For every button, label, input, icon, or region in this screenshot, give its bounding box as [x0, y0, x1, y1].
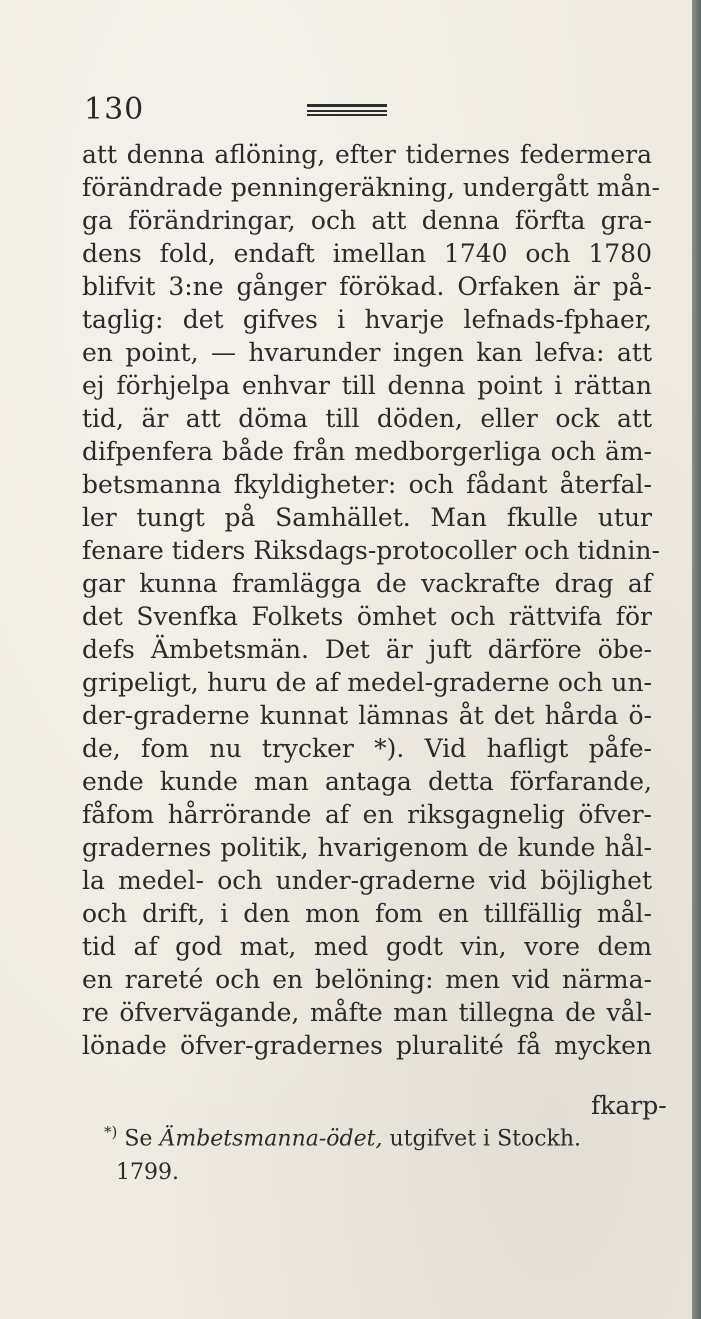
footnote-year: 1799.: [116, 1160, 179, 1186]
ornament-bar-thin: [307, 110, 387, 112]
text-line: de, fom nu trycker *). Vid hafligt påfe-: [82, 734, 652, 763]
text-line: gradernes politik, hvarigenom de kunde hål-: [82, 833, 652, 862]
header-ornament-rule: [307, 104, 387, 116]
text-line: en rareté och en belöning: men vid närma-: [82, 965, 652, 994]
text-line: defs Ämbetsmän. Det är juft därföre öbe-: [82, 635, 652, 664]
ornament-bar-thin: [307, 114, 387, 116]
book-page-edge: [692, 0, 701, 1319]
footnote-marker: *): [104, 1123, 118, 1141]
text-line: gar kunna framlägga de vackrafte drag af: [82, 569, 652, 598]
text-line: difpenfera både från medborgerliga och äm-: [82, 437, 652, 466]
footnote-line: [104, 1115, 644, 1156]
text-line: taglig: det gifves i hvarje lefnads-fphaer,: [82, 305, 652, 334]
text-line: gripeligt, huru de af medel-graderne och un-: [82, 668, 652, 697]
text-line: betsmanna fkyldigheter: och fådant återfal-: [82, 470, 652, 499]
footnote: [104, 1115, 644, 1190]
catchword: fkarp-: [591, 1091, 667, 1120]
text-line: der-graderne kunnat lämnas åt det hårda ö-: [82, 701, 652, 730]
text-line: re öfvervägande, måfte man tillegna de vål-: [82, 998, 652, 1027]
text-line: ler tungt på Samhället. Man fkulle utur: [82, 503, 652, 532]
text-line: tid, är att döma till döden, eller ock att: [82, 404, 652, 433]
text-line: att denna aflöning, efter tidernes federmera: [82, 140, 652, 169]
text-line: fåfom hårrörande af en riksgagnelig öfver-: [82, 800, 652, 829]
ornament-bar-thick: [307, 104, 387, 107]
text-line: tid af god mat, med godt vin, vore dem: [82, 932, 652, 961]
text-line: dens fold, endaft imellan 1740 och 1780: [82, 239, 652, 268]
text-line: förändrade penningeräkning, undergått mån-: [82, 173, 660, 202]
footnote-publication: utgifvet i Stockh.: [389, 1126, 582, 1152]
text-line: och drift, i den mon fom en tillfällig mål-: [82, 899, 652, 928]
body-text: [82, 138, 660, 1062]
text-line: la medel- och under-graderne vid böjlighet: [82, 866, 652, 895]
text-line: fenare tiders Riksdags-protocoller och tidnin-: [82, 536, 660, 565]
text-line: ende kunde man antaga detta förfarande,: [82, 767, 652, 796]
footnote-lead: Se: [124, 1126, 153, 1152]
text-line: ga förändringar, och att denna förfta gra-: [82, 206, 652, 235]
text-line: ej förhjelpa enhvar till denna point i rättan: [82, 371, 652, 400]
text-line: lönade öfver-gradernes pluralité få mycken: [82, 1031, 652, 1060]
text-line: en point, — hvarunder ingen kan lefva: att: [82, 338, 652, 367]
text-line: blifvit 3:ne gånger förökad. Orfaken är på-: [82, 272, 652, 301]
footnote-book-title: Ämbetsmanna-ödet,: [159, 1126, 383, 1152]
text-line: det Svenfka Folkets ömhet och rättvifa för: [82, 602, 652, 631]
page-number: 130: [84, 92, 145, 127]
